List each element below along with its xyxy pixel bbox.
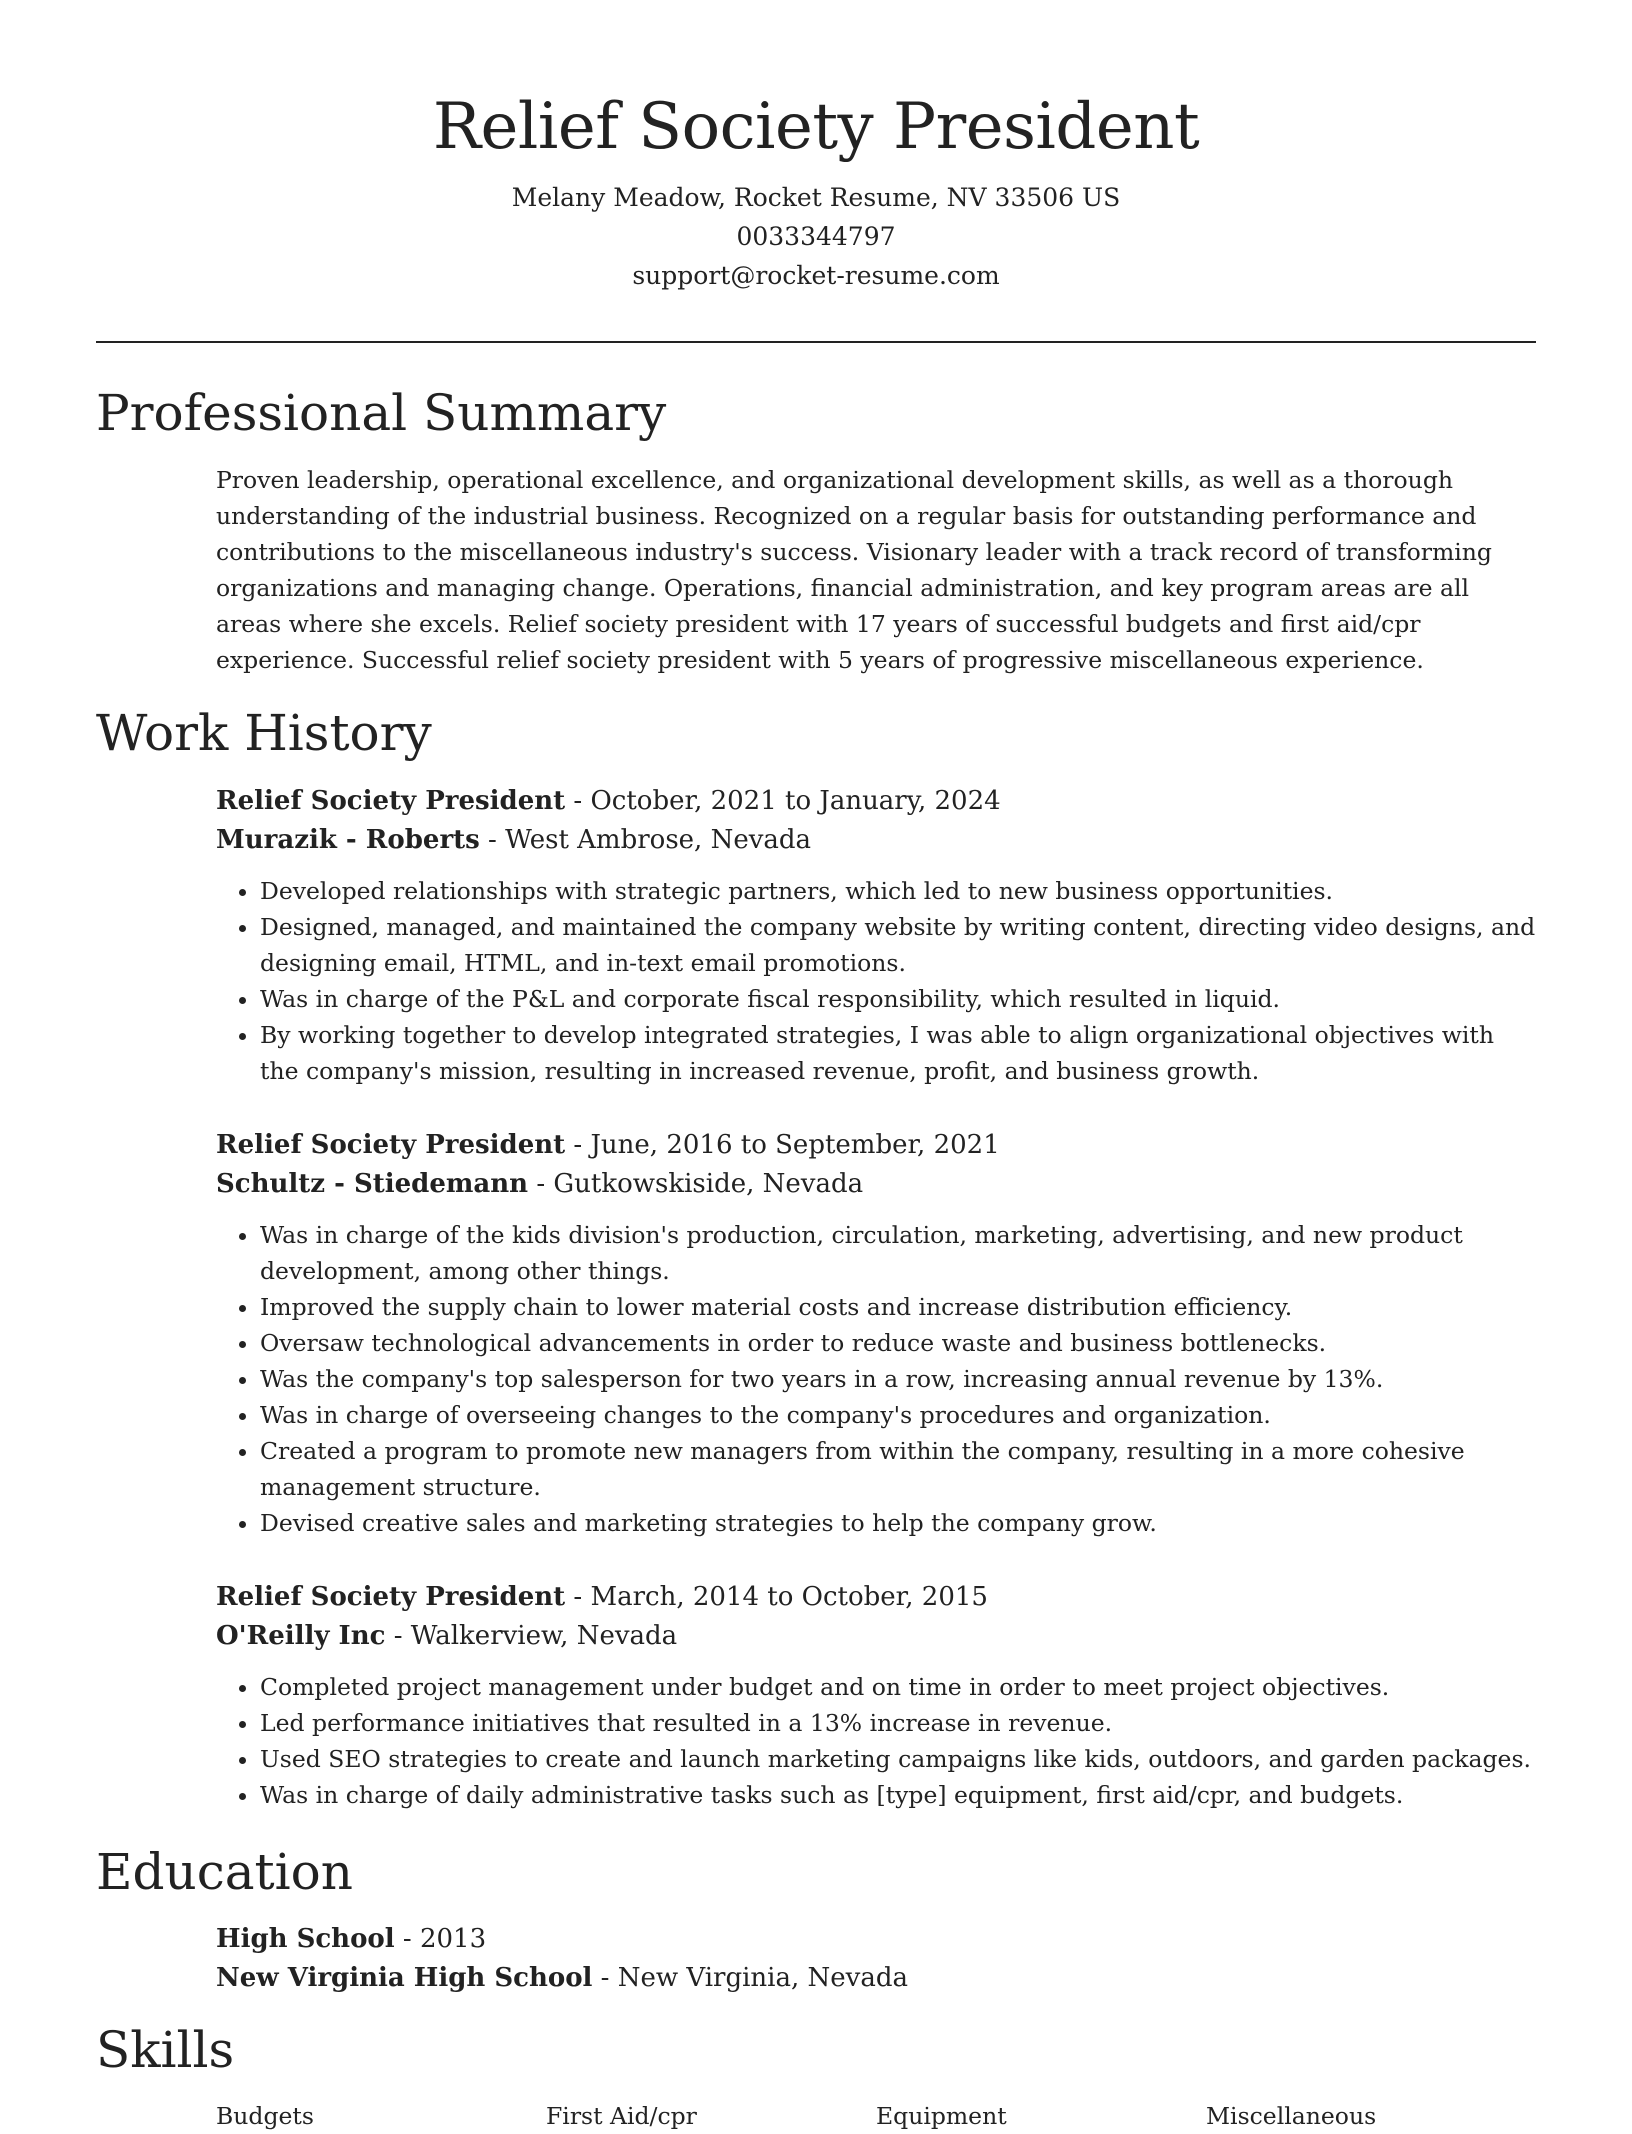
education-location: - New Virginia, Nevada <box>592 1963 908 1993</box>
job-company-line <box>216 1165 1536 1204</box>
job-bullet: • Was in charge of daily administrative tasks such as [type] equipment, first aid/cpr, and budgets. <box>260 1777 1536 1813</box>
education-school: New Virginia High School <box>216 1963 593 1993</box>
job-location: - Walkerview, Nevada <box>385 1621 678 1651</box>
job-title: Relief Society President <box>216 786 566 816</box>
job-bullet: • Led performance initiatives that resulted in a 13% increase in revenue. <box>260 1705 1536 1741</box>
skill-item: Miscellaneous <box>1206 2102 1377 2130</box>
job-bullet: • By working together to develop integrated strategies, I was able to align organizational objectives with the company's mission, resulting in increased revenue, profit, and business growth. <box>260 1017 1536 1089</box>
job-dates: - March, 2014 to October, 2015 <box>565 1582 988 1612</box>
contact-email[interactable]: support@rocket-resume.com <box>632 261 1000 290</box>
contact-phone: 0033344797 <box>736 222 896 251</box>
job-company: O'Reilly Inc <box>216 1621 386 1651</box>
work-history-heading: Work History <box>96 704 432 762</box>
resume-header <box>96 82 1536 295</box>
job-company-line <box>216 1617 1536 1656</box>
job-title-line <box>216 1578 1536 1617</box>
summary-section <box>216 462 1536 678</box>
job-location: - West Ambrose, Nevada <box>479 825 812 855</box>
job-bullet: • Completed project management under budget and on time in order to meet project objectives. <box>260 1669 1536 1705</box>
job-bullet: • Was in charge of overseeing changes to the company's procedures and organization. <box>260 1397 1536 1433</box>
skills-section <box>216 2098 1536 2134</box>
summary-text: Proven leadership, operational excellence, and organizational development skills, as well as a thorough understanding of the industrial business. Recognized on a regular basis for outstanding performance and contributions to the miscellaneous industry's success. Visionary leader with a track record of transforming organizations and managing change. Operations, financial administration, and key program areas are all areas where she excels. Relief society president with 17 years of successful budgets and first aid/cpr experience. Successful relief society president with 5 years of progressive miscellaneous experience. <box>216 466 1492 674</box>
job-company: Schultz - Stiedemann <box>216 1169 529 1199</box>
candidate-name: Relief Society President <box>432 90 1200 164</box>
header-divider <box>96 341 1536 343</box>
job-title-line <box>216 782 1536 821</box>
job-bullet: • Was in charge of the P&L and corporate fiscal responsibility, which resulted in liquid. <box>260 981 1536 1017</box>
job-bullet: • Created a program to promote new managers from within the company, resulting in a more cohesive management structure. <box>260 1433 1536 1505</box>
job-title: Relief Society President <box>216 1130 566 1160</box>
skill-item: Budgets <box>216 2102 314 2130</box>
job-bullets <box>216 1669 1536 1813</box>
job-bullets <box>216 1217 1536 1541</box>
education-heading: Education <box>96 1843 353 1901</box>
summary-heading: Professional Summary <box>96 384 667 442</box>
skills-heading: Skills <box>96 2021 235 2079</box>
job-bullet: • Used SEO strategies to create and launch marketing campaigns like kids, outdoors, and garden packages. <box>260 1741 1536 1777</box>
job-bullets <box>216 873 1536 1089</box>
education-entry <box>216 1920 1536 1998</box>
job-bullet: • Improved the supply chain to lower material costs and increase distribution efficiency. <box>260 1289 1536 1325</box>
job-title: Relief Society President <box>216 1582 566 1612</box>
job-entry <box>216 782 1536 1089</box>
job-dates: - June, 2016 to September, 2021 <box>565 1130 1000 1160</box>
job-dates: - October, 2021 to January, 2024 <box>565 786 1001 816</box>
job-company-line <box>216 821 1536 860</box>
education-year: - 2013 <box>394 1924 487 1954</box>
skill-item: First Aid/cpr <box>546 2102 697 2130</box>
job-title-line <box>216 1126 1536 1165</box>
job-bullet: • Devised creative sales and marketing strategies to help the company grow. <box>260 1505 1536 1541</box>
education-school-line <box>216 1959 1536 1998</box>
contact-info <box>96 178 1536 295</box>
education-degree: High School <box>216 1924 395 1954</box>
job-bullet: • Developed relationships with strategic partners, which led to new business opportunities. <box>260 873 1536 909</box>
job-bullet: • Was the company's top salesperson for two years in a row, increasing annual revenue by 13%. <box>260 1361 1536 1397</box>
education-degree-line <box>216 1920 1536 1959</box>
job-bullet: • Oversaw technological advancements in order to reduce waste and business bottlenecks. <box>260 1325 1536 1361</box>
job-entry <box>216 1578 1536 1813</box>
job-location: - Gutkowskiside, Nevada <box>528 1169 864 1199</box>
contact-address: Melany Meadow, Rocket Resume, NV 33506 US <box>511 183 1121 212</box>
skills-row <box>216 2098 1536 2134</box>
job-company: Murazik - Roberts <box>216 825 480 855</box>
job-entry <box>216 1126 1536 1541</box>
job-bullet: • Designed, managed, and maintained the company website by writing content, directing video designs, and designing email, HTML, and in-text email promotions. <box>260 909 1536 981</box>
skill-item: Equipment <box>876 2102 1007 2130</box>
job-bullet: • Was in charge of the kids division's production, circulation, marketing, advertising, and new product development, among other things. <box>260 1217 1536 1289</box>
